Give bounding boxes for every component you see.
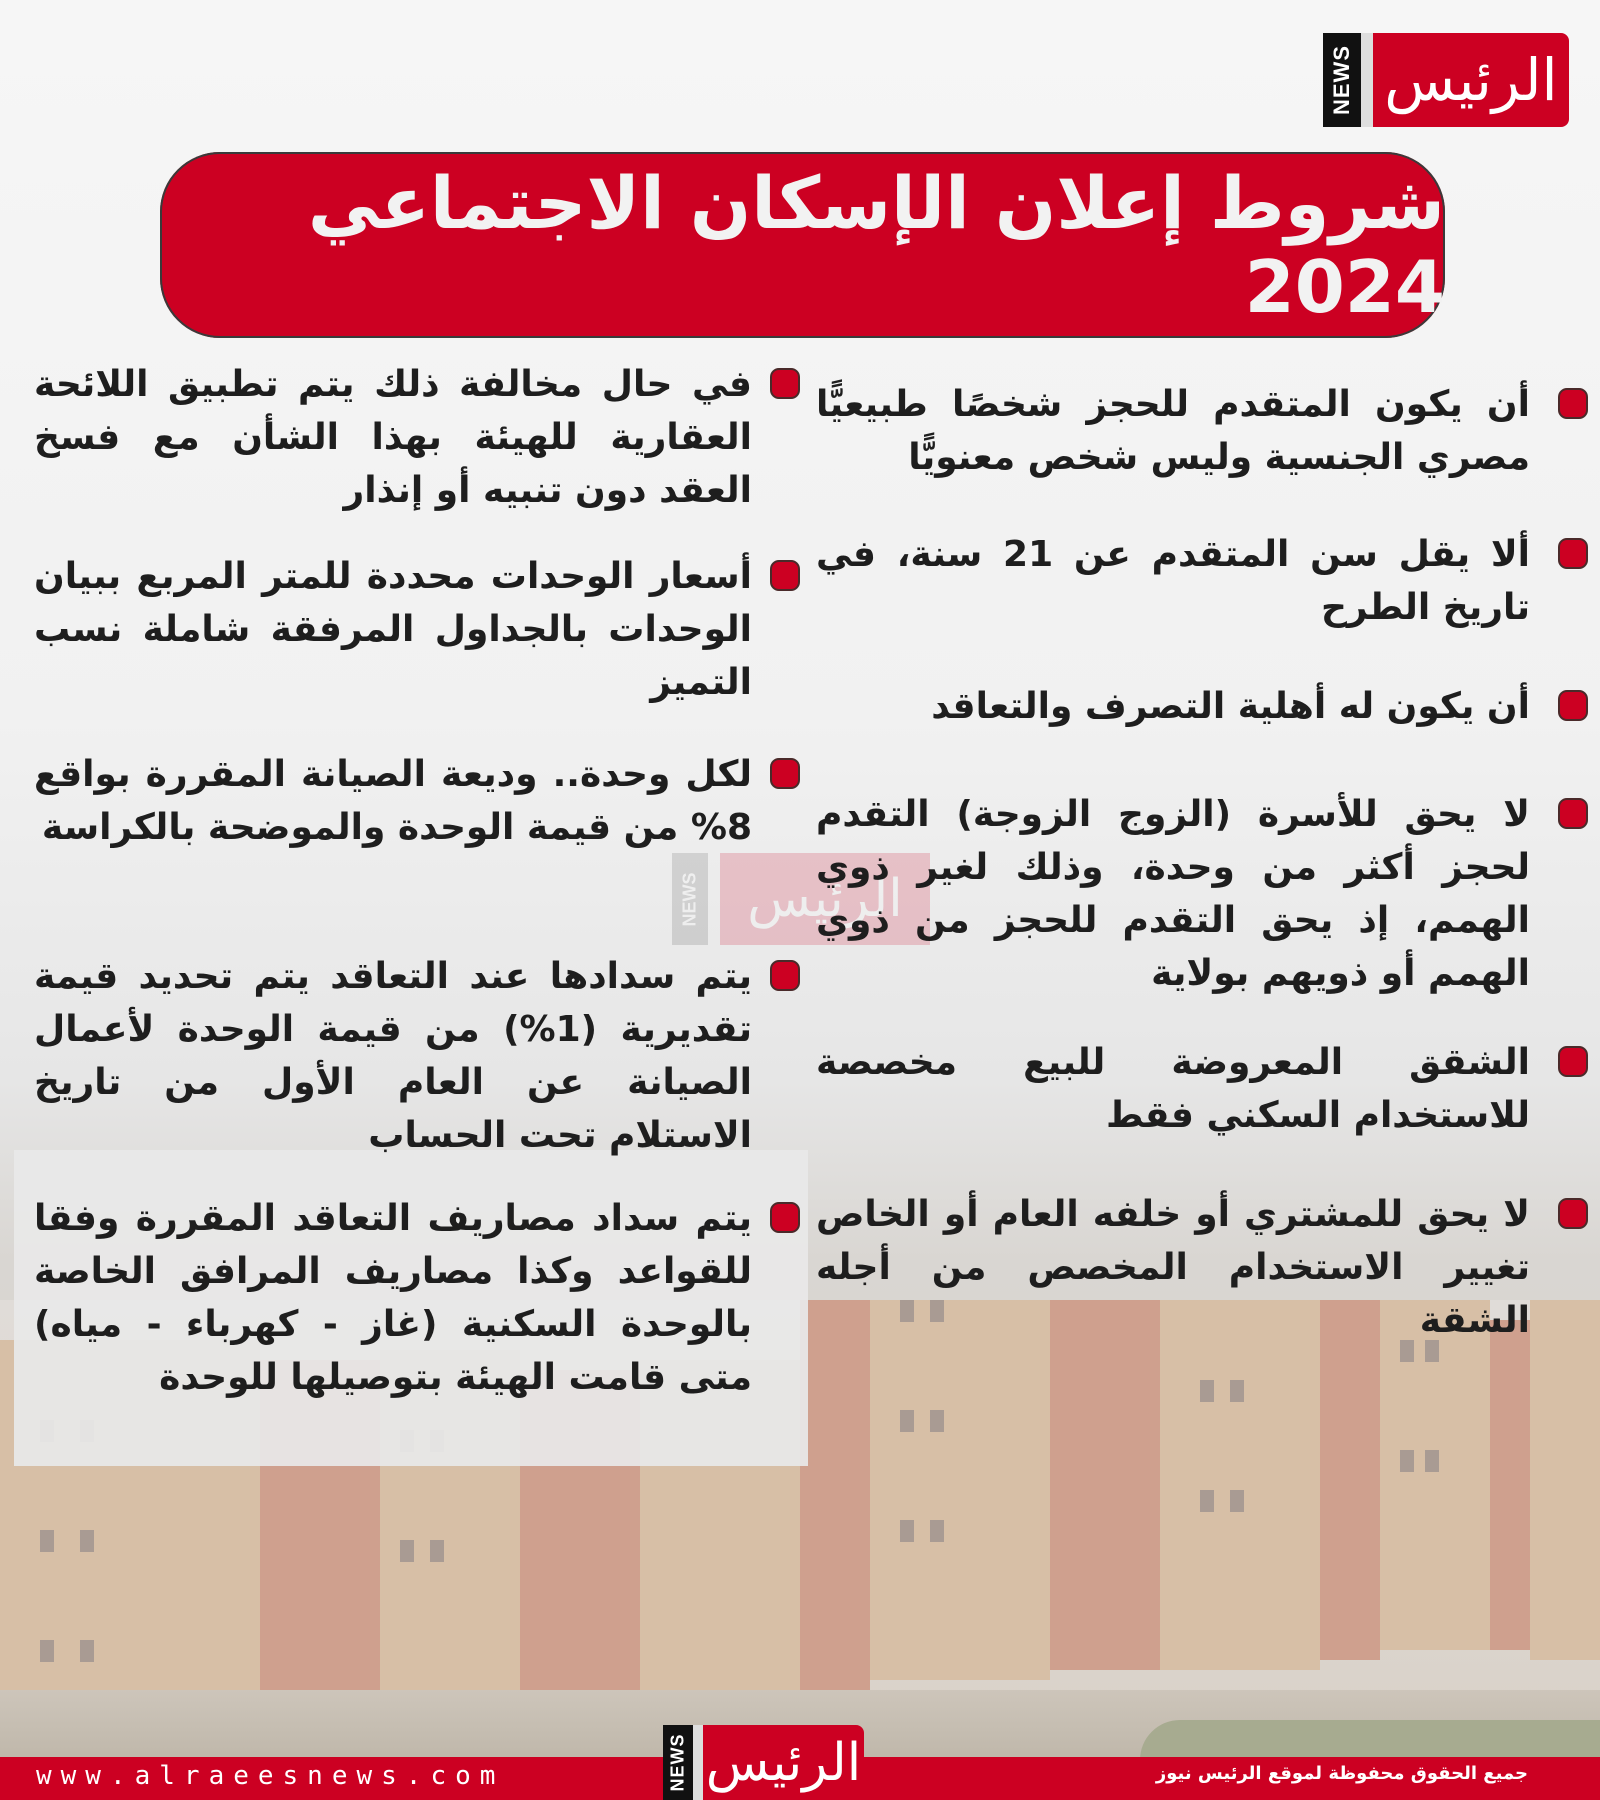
list-item	[816, 378, 1588, 484]
bullet-icon	[770, 758, 800, 789]
brand-logo-top[interactable]	[1323, 33, 1569, 127]
condition-text: ألا يقل سن المتقدم عن 21 سنة، في تاريخ الطرح	[816, 534, 1531, 628]
condition-text: أن يكون المتقدم للحجز شخصًا طبيعيًّا مصري الجنسية وليس شخص معنويًّا	[816, 384, 1530, 478]
condition-text: لا يحق للأسرة (الزوج الزوجة) التقدم لحجز أكثر من وحدة، وذلك لغير ذوي الهمم، إذ يحق التقدم للحجز من ذوي الهمم أو ذويهم بولاية	[816, 794, 1530, 994]
copyright-text: جميع الحقوق محفوظة لموقع الرئيس نيوز	[1155, 1763, 1528, 1784]
condition-text: في حال مخالفة ذلك يتم تطبيق اللائحة العقارية للهيئة بهذا الشأن مع فسخ العقد دون تنبيه أو إنذار	[34, 364, 752, 511]
brand-watermark: NEWS الرئيس	[672, 853, 930, 945]
list-item	[30, 950, 800, 1162]
list-item	[30, 748, 800, 854]
bullet-icon	[770, 368, 800, 399]
condition-text: أن يكون له أهلية التصرف والتعاقد	[931, 686, 1530, 727]
list-item	[816, 788, 1588, 1000]
condition-text: لكل وحدة.. وديعة الصيانة المقررة بواقع 8% من قيمة الوحدة والموضحة بالكراسة	[34, 754, 752, 848]
list-item	[816, 1036, 1588, 1142]
website-link[interactable]: www.alraeesnews.com	[36, 1761, 505, 1791]
condition-text: يتم سداد مصاريف التعاقد المقررة وفقا للقواعد وكذا مصاريف المرافق الخاصة بالوحدة السكنية (غاز - كهرباء - مياه) متى قامت الهيئة بتوصيلها للوحدة	[34, 1198, 752, 1398]
bullet-icon	[770, 560, 800, 591]
list-item	[30, 1192, 800, 1404]
page-title: شروط إعلان الإسكان الاجتماعي 2024	[307, 161, 1445, 329]
title-banner	[160, 152, 1445, 338]
condition-text: الشقق المعروضة للبيع مخصصة للاستخدام السكني فقط	[816, 1042, 1530, 1136]
bullet-icon	[770, 960, 800, 991]
bullet-icon	[1558, 388, 1588, 419]
condition-text: لا يحق للمشتري أو خلفه العام أو الخاص تغيير الاستخدام المخصص من أجله الشقة	[816, 1194, 1530, 1341]
bullet-icon	[1558, 798, 1588, 829]
list-item	[816, 680, 1588, 733]
list-item	[30, 358, 800, 517]
list-item	[816, 528, 1588, 634]
condition-text: أسعار الوحدات محددة للمتر المربع ببيان الوحدات بالجداول المرفقة شاملة نسب التميز	[34, 556, 752, 703]
news-tag: NEWS	[1323, 33, 1361, 127]
news-tag: NEWS	[663, 1725, 693, 1800]
brand-name: الرئيس	[703, 1725, 864, 1800]
bullet-icon	[1558, 1198, 1588, 1229]
brand-name: الرئيس	[1373, 33, 1569, 127]
bullet-icon	[1558, 1046, 1588, 1077]
bullet-icon	[1558, 690, 1588, 721]
list-item	[816, 1188, 1588, 1347]
condition-text: يتم سدادها عند التعاقد يتم تحديد قيمة تقديرية (1%) من قيمة الوحدة لأعمال الصيانة عن العام الأول من تاريخ الاستلام تحت الحساب	[34, 956, 752, 1156]
bullet-icon	[1558, 538, 1588, 569]
brand-logo-footer[interactable]	[663, 1725, 864, 1800]
list-item	[30, 550, 800, 709]
bullet-icon	[770, 1202, 800, 1233]
